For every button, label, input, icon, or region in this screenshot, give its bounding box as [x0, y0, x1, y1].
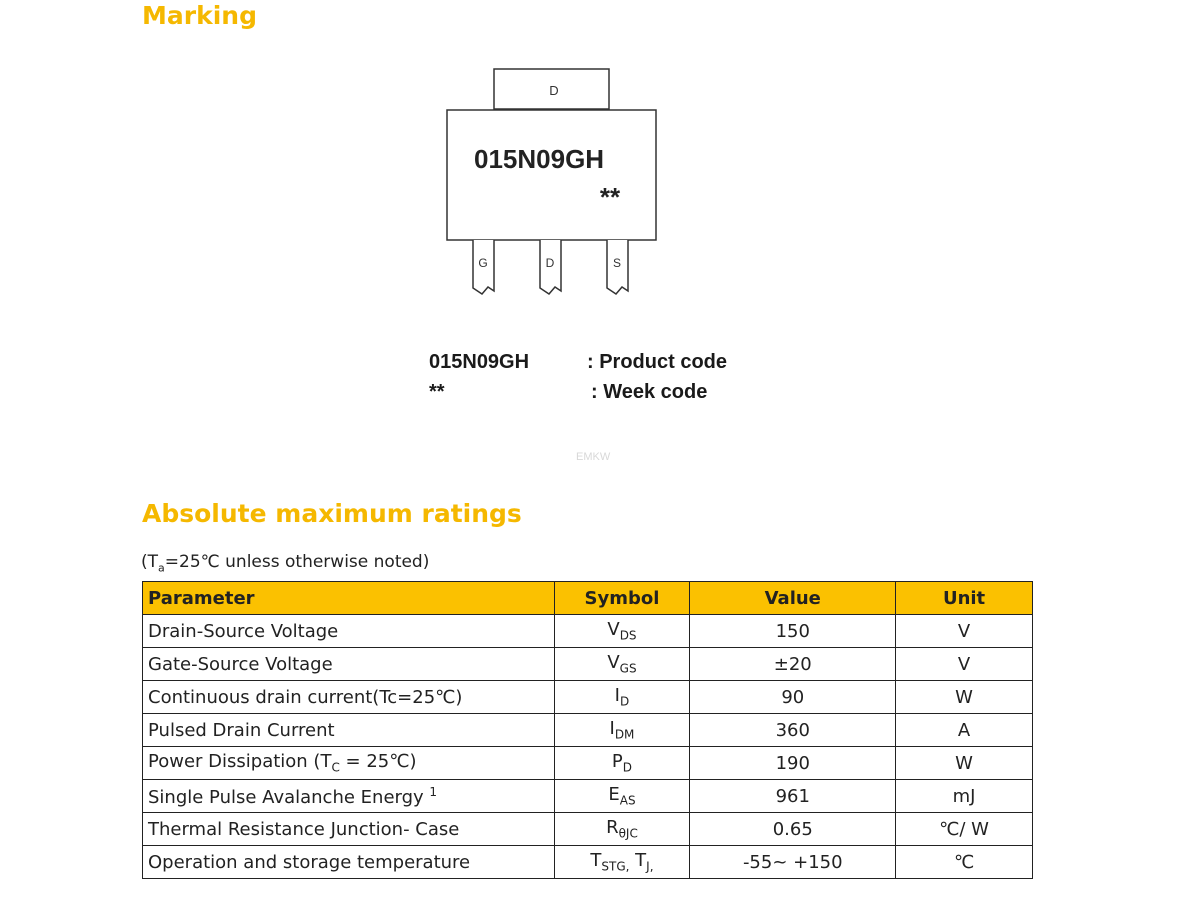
cell-parameter: Pulsed Drain Current	[143, 714, 555, 747]
cell-value: ±20	[690, 648, 896, 681]
cell-parameter: Gate-Source Voltage	[143, 648, 555, 681]
cell-unit: W	[896, 681, 1033, 714]
legend-desc-2: : Week code	[591, 381, 708, 403]
cell-value: 0.65	[690, 813, 896, 846]
ratings-heading: Absolute maximum ratings	[142, 499, 522, 528]
table-header-row	[143, 582, 1033, 615]
cell-unit: ℃	[896, 846, 1033, 879]
cell-symbol: $T_{STG,}$ $T_{J,}$	[554, 846, 690, 879]
pin-label-g: G	[478, 256, 488, 270]
package-body	[447, 110, 656, 240]
cell-symbol: $E_{AS}$	[554, 780, 690, 813]
cell-parameter: Thermal Resistance Junction- Case	[143, 813, 555, 846]
legend-code-2: **	[429, 381, 445, 403]
cell-value: 90	[690, 681, 896, 714]
legend-desc-1: : Product code	[587, 351, 728, 373]
cell-value: 961	[690, 780, 896, 813]
cell-symbol: $P_D$	[554, 747, 690, 780]
table-row	[143, 615, 1033, 648]
cell-value: 190	[690, 747, 896, 780]
ratings-table	[142, 581, 1033, 879]
table-row	[143, 648, 1033, 681]
header-value: Value	[690, 582, 896, 615]
marking-product-code: 015N09GH	[474, 144, 605, 174]
cell-parameter: Power Dissipation ($T_C$ = 25℃)	[143, 747, 555, 780]
cell-parameter: Operation and storage temperature	[143, 846, 555, 879]
table-row	[143, 846, 1033, 879]
pin-gate	[473, 240, 494, 294]
cell-symbol: $R_{\theta JC}$	[554, 813, 690, 846]
cell-unit: W	[896, 747, 1033, 780]
cell-unit: V	[896, 615, 1033, 648]
cell-unit: A	[896, 714, 1033, 747]
table-row	[143, 780, 1033, 813]
cell-symbol: $I_{DM}$	[554, 714, 690, 747]
conditions-note: ($T_a=25℃$ unless otherwise noted)	[141, 552, 430, 575]
cell-value: -55~ +150	[690, 846, 896, 879]
pin-source	[607, 240, 628, 294]
cell-parameter: Continuous drain current(Tc=25℃)	[143, 681, 555, 714]
table-row	[143, 681, 1033, 714]
pin-drain	[540, 240, 561, 294]
watermark: EMKW	[576, 451, 611, 463]
cell-symbol: $V_{DS}$	[554, 615, 690, 648]
tab-label: D	[549, 83, 559, 98]
header-symbol: Symbol	[554, 582, 690, 615]
package-marking-diagram	[440, 64, 670, 304]
cell-symbol: $I_D$	[554, 681, 690, 714]
pin-label-s: S	[612, 256, 622, 270]
cell-parameter: Drain-Source Voltage	[143, 615, 555, 648]
cell-value: 150	[690, 615, 896, 648]
table-row	[143, 813, 1033, 846]
cell-symbol: $V_{GS}$	[554, 648, 690, 681]
header-parameter: Parameter	[143, 582, 555, 615]
marking-heading: Marking	[142, 1, 257, 30]
table-row	[143, 747, 1033, 780]
table-row	[143, 714, 1033, 747]
cell-unit: V	[896, 648, 1033, 681]
cell-value: 360	[690, 714, 896, 747]
cell-unit: ℃/ W	[896, 813, 1033, 846]
header-unit: Unit	[896, 582, 1033, 615]
cell-parameter: Single Pulse Avalanche Energy $^1$	[143, 780, 555, 813]
marking-week-code: **	[599, 182, 621, 212]
pin-label-d: D	[545, 256, 555, 270]
cell-unit: mJ	[896, 780, 1033, 813]
legend-code-1: 015N09GH	[429, 351, 530, 373]
